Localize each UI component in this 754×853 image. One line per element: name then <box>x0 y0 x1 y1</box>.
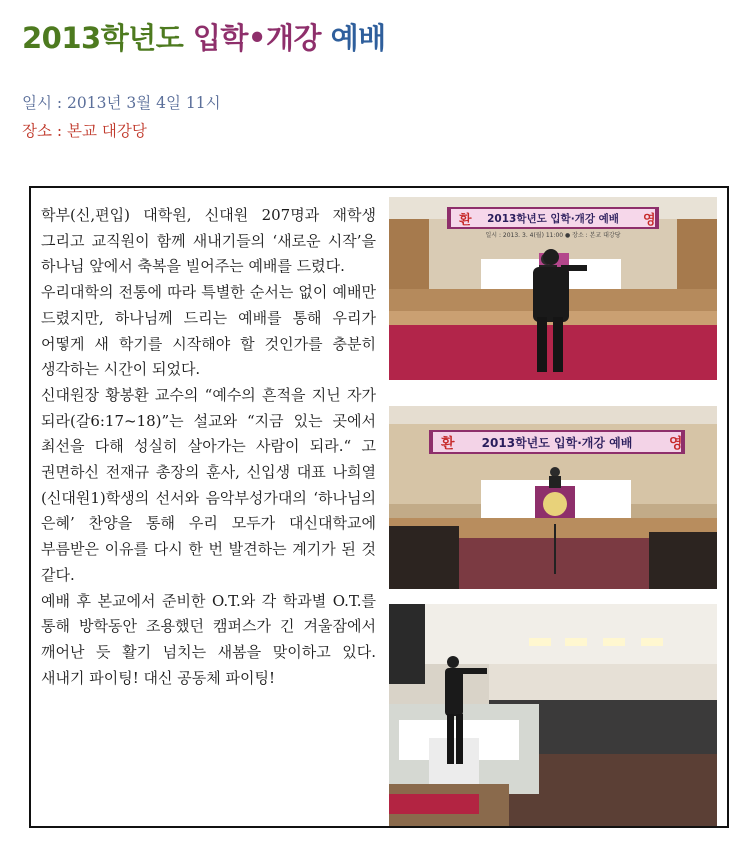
article-paragraph: 학부(신,편입) 대학원, 신대원 207명과 재학생 그리고 교직원이 함께 새내기들의 ‘새로운 시작’을 하나님 앞에서 축복을 빌어주는 예배를 드렸다. <box>41 206 376 276</box>
article-paragraph: 신대원장 황봉환 교수의 “예수의 흔적을 지닌 자가 되라(갈6:17~18)”는 설교와 “지금 있는 곳에서 최선을 다해 성실히 살아가는 사람이 되라.“ 고 권면하신 전재규 총장의 훈사, 신입생 대표 나희열(신대원1)학생의 선서와 음악부성가대의 ‘하나님의 은혜’ 찬양을 통해 우리 모두가 대신대학교에 부름받은 이유를 다시 한 번 발견하는 계기가 된 것 같다. <box>41 385 376 584</box>
banner-title: 2013학년도 입학·개강 예배 <box>481 436 633 450</box>
banner-title: 2013학년도 입학·개강 예배 <box>487 213 619 225</box>
event-place: 장소 : 본교 대강당 <box>22 122 147 140</box>
banner-left-char: 환 <box>459 213 472 228</box>
banner-right-char: 영 <box>669 436 683 452</box>
banner-right-char: 영 <box>643 213 656 228</box>
title-service: 예배 <box>330 21 386 55</box>
article-paragraph: 예배 후 본교에서 준비한 O.T.와 각 학과별 O.T.를 통해 방학동안 조용했던 캠퍼스가 긴 겨울잠에서 깨어난 듯 활기 넘치는 새봄을 맞이하고 있다. 새내기 파이팅! 대신 공동체 파이팅! <box>41 591 376 687</box>
article-box <box>29 186 729 828</box>
photo-stage-podium <box>389 406 717 589</box>
article-body <box>41 203 376 691</box>
banner-subtitle: 일시 : 2013. 3. 4(월) 11:00 ● 장소 : 본교 대강당 <box>485 232 621 239</box>
banner-left-char: 환 <box>441 436 455 452</box>
event-date: 일시 : 2013년 3월 4일 11시 <box>22 94 221 112</box>
article-paragraph: 우리대학의 전통에 따라 특별한 순서는 없이 예배만 드렸지만, 하나님께 드리는 예배를 통해 우리가 어떻게 새 학기를 시작해야 할 것인가를 충분히 생각하는 시간이 되었다. <box>41 283 376 379</box>
title-year: 2013학년도 <box>22 21 184 55</box>
photo-stage-conductor <box>389 197 717 380</box>
page-title <box>22 16 386 57</box>
title-event: 입학•개강 <box>192 21 321 55</box>
photo-hall-audience <box>389 604 717 826</box>
